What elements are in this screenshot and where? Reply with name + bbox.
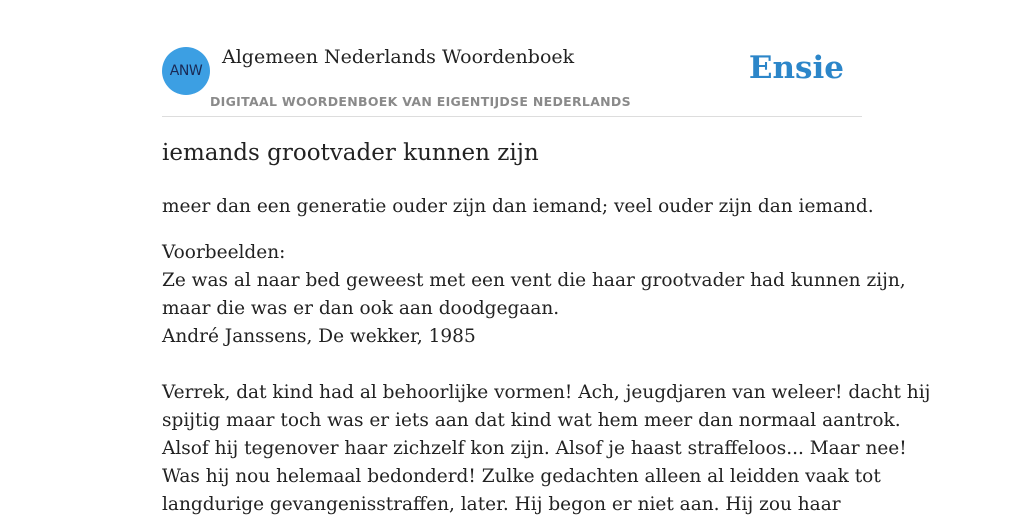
example-1-line-2: maar die was er dan ook aan doodgegaan. [162,298,560,319]
example-1-line-1: Ze was al naar bed geweest met een vent die haar grootvader had kunnen zijn, [162,270,906,291]
site-subtitle: DIGITAAL WOORDENBOEK VAN EIGENTIJDSE NEDERLANDS [210,94,631,109]
example-2-line-3: Alsof hij tegenover haar zichzelf kon zijn. Alsof je haast straffeloos... Maar nee! [162,438,907,459]
example-2-line-2: spijtig maar toch was er iets aan dat kind wat hem meer dan normaal aantrok. [162,410,901,431]
example-spacer [162,351,862,379]
anw-logo-text: ANW [169,63,203,79]
page-container [162,0,931,515]
site-header [162,0,862,117]
examples-label: Voorbeelden: [162,242,286,263]
entry-definition: meer dan een generatie ouder zijn dan iemand; veel ouder zijn dan iemand. [162,196,874,217]
ensie-brand-logo[interactable]: Ensie [748,50,844,86]
example-2-line-1: Verrek, dat kind had al behoorlijke vormen! Ach, jeugdjaren van weleer! dacht hij [162,382,931,403]
example-2-line-4: Was hij nou helemaal bedonderd! Zulke gedachten alleen al leidden vaak tot [162,466,881,487]
site-title[interactable]: Algemeen Nederlands Woordenboek [222,46,575,68]
example-2-line-5: langdurige gevangenisstraffen, later. Hij begon er niet aan. Hij zou haar [162,494,841,515]
example-1-source: André Janssens, De wekker, 1985 [162,326,476,347]
entry-term: iemands grootvader kunnen zijn [162,140,539,166]
examples-section [162,239,931,519]
anw-logo[interactable] [162,47,210,95]
